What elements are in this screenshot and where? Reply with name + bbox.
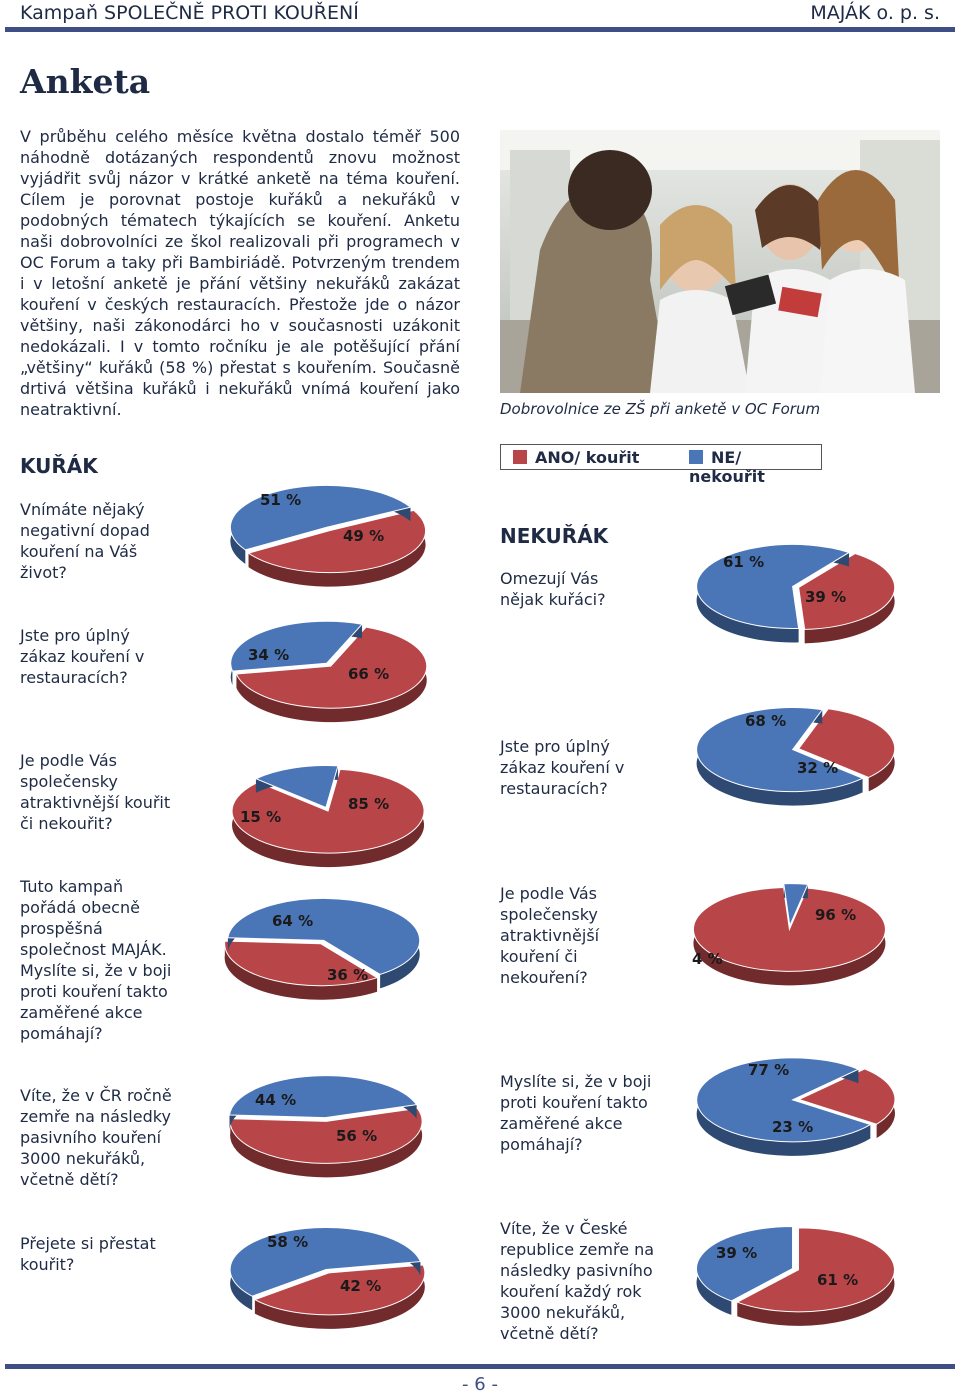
smoker-question-5: Víte, že v ČR ročně zemře na následky pasivního kouření 3000 nekuřáků, včetně dětí? (20, 1086, 172, 1189)
pie-label-no: 15 % (240, 808, 282, 826)
nonsmoker-question-5: Víte, že v České republice zemře na následky pasivního kouření každý rok 3000 nekuřáků, včetně dětí? (500, 1219, 655, 1343)
nonsmoker-question-4: Myslíte si, že v boji proti kouření takto zaměřené akce pomáhají? (500, 1072, 652, 1154)
smoker-question-1: Vnímáte nějaký negativní dopad kouření na Váš život? (20, 500, 150, 582)
pie-chart-campaign-helps-nonsmokers (680, 1052, 905, 1177)
smoker-question-2: Jste pro úplný zákaz kouření v restauracích? (20, 626, 145, 687)
volunteers-photo-illustration (500, 130, 940, 393)
smoker-question-6: Přejete si přestat kouřit? (20, 1234, 156, 1274)
pie-chart-bothered-by-smokers (680, 538, 905, 663)
pie-chart-campaign-helps-smokers (215, 895, 440, 1005)
pie-label-yes: 39 % (805, 588, 847, 606)
legend-swatch-yes (513, 450, 527, 464)
pie-label-no: 4 % (692, 950, 723, 968)
legend-item-yes (513, 448, 639, 467)
nonsmoker-question-2: Jste pro úplný zákaz kouření v restauracích? (500, 737, 625, 798)
legend-swatch-no (689, 450, 703, 464)
pie-chart-restaurant-ban-smokers (215, 618, 440, 728)
pie-chart-passive-smoking-nonsmokers (680, 1220, 905, 1345)
pie-label-yes: 36 % (327, 966, 369, 984)
pie-label-yes: 85 % (348, 795, 390, 813)
pie-label-no: 44 % (255, 1091, 297, 1109)
smoker-heading: KUŘÁK (20, 454, 98, 478)
legend-label-no: NE/ nekouřit (689, 448, 765, 486)
nonsmoker-question-1: Omezují Vás nějak kuřáci? (500, 569, 606, 609)
footer-rule (5, 1364, 955, 1369)
pie-label-yes: 66 % (348, 665, 390, 683)
nonsmoker-heading: NEKUŘÁK (500, 524, 609, 548)
pie-label-no: 64 % (272, 912, 314, 930)
chart-legend (500, 444, 822, 486)
pie-label-no: 77 % (748, 1061, 790, 1079)
nonsmoker-question-3: Je podle Vás společensky atraktivnější kouření či nekouření? (500, 884, 600, 987)
smoker-question-3: Je podle Vás společensky atraktivnější kouřit či nekouřit? (20, 751, 171, 833)
header-rule (5, 27, 955, 32)
pie-label-yes: 96 % (815, 906, 857, 924)
intro-paragraph: V průběhu celého měsíce května dostalo téměř 500 náhodně dotázaných respondentů znovu možnost vyjádřit svůj názor v krátké anketě na téma kouření. Cílem je porovnat postoje kuřáků a nekuřáků v podobných tématech týkajících se kouření. Anketu naši dobrovolníci ze škol realizovali při programech v OC Forum a taky při Bambiriádě. Potvrzeným trendem i v letošní anketě je přání většiny nekuřáků zakázat kouření v českých restauracích. Přestože jde o názor většiny, naši zákonodárci ho v současnosti uzákonit nedokázali. I v tomto ročníku je ale potěšující přání „většiny“ kuřáků (58 %) přestat s kouřením. Současně drtivá většina kuřáků i nekuřáků vnímá kouření jako neatraktivní. (20, 127, 460, 419)
pie-chart-attractiveness-smokers (215, 762, 440, 872)
pie-label-no: 58 % (267, 1233, 309, 1251)
pie-label-yes: 32 % (797, 759, 839, 777)
header-org: MAJÁK o. p. s. (810, 2, 940, 24)
pie-label-no: 61 % (723, 553, 765, 571)
volunteers-photo (500, 130, 940, 393)
pie-chart-quit-smoking (215, 1220, 440, 1345)
pie-label-yes: 61 % (817, 1271, 859, 1289)
pie-chart-restaurant-ban-nonsmokers (680, 702, 905, 827)
page-title: Anketa (20, 62, 151, 101)
pie-label-no: 51 % (260, 491, 302, 509)
pie-slice-yes (230, 1108, 422, 1177)
pie-label-yes: 42 % (340, 1277, 382, 1295)
pie-chart-negative-impact (215, 478, 440, 603)
pie-label-yes: 49 % (343, 527, 385, 545)
smoker-question-4: Tuto kampaň pořádá obecně prospěšná společnost MAJÁK. Myslíte si, že v boji proti kouření takto zaměřené akce pomáhají? (20, 877, 172, 1043)
legend-item-no (689, 448, 821, 486)
page-number: - 6 - (462, 1374, 498, 1395)
pie-label-no: 68 % (745, 712, 787, 730)
pie-label-no: 39 % (716, 1244, 758, 1262)
pie-label-no: 34 % (248, 646, 290, 664)
pie-chart-attractiveness-nonsmokers (680, 880, 905, 990)
legend-label-yes: ANO/ kouřit (535, 448, 640, 467)
header-title: Kampaň SPOLEČNĚ PROTI KOUŘENÍ (20, 2, 359, 24)
pie-label-yes: 56 % (336, 1127, 378, 1145)
pie-label-yes: 23 % (772, 1118, 814, 1136)
photo-caption: Dobrovolnice ze ZŠ při anketě v OC Forum (500, 400, 821, 418)
pie-chart-passive-smoking-smokers (215, 1068, 440, 1193)
